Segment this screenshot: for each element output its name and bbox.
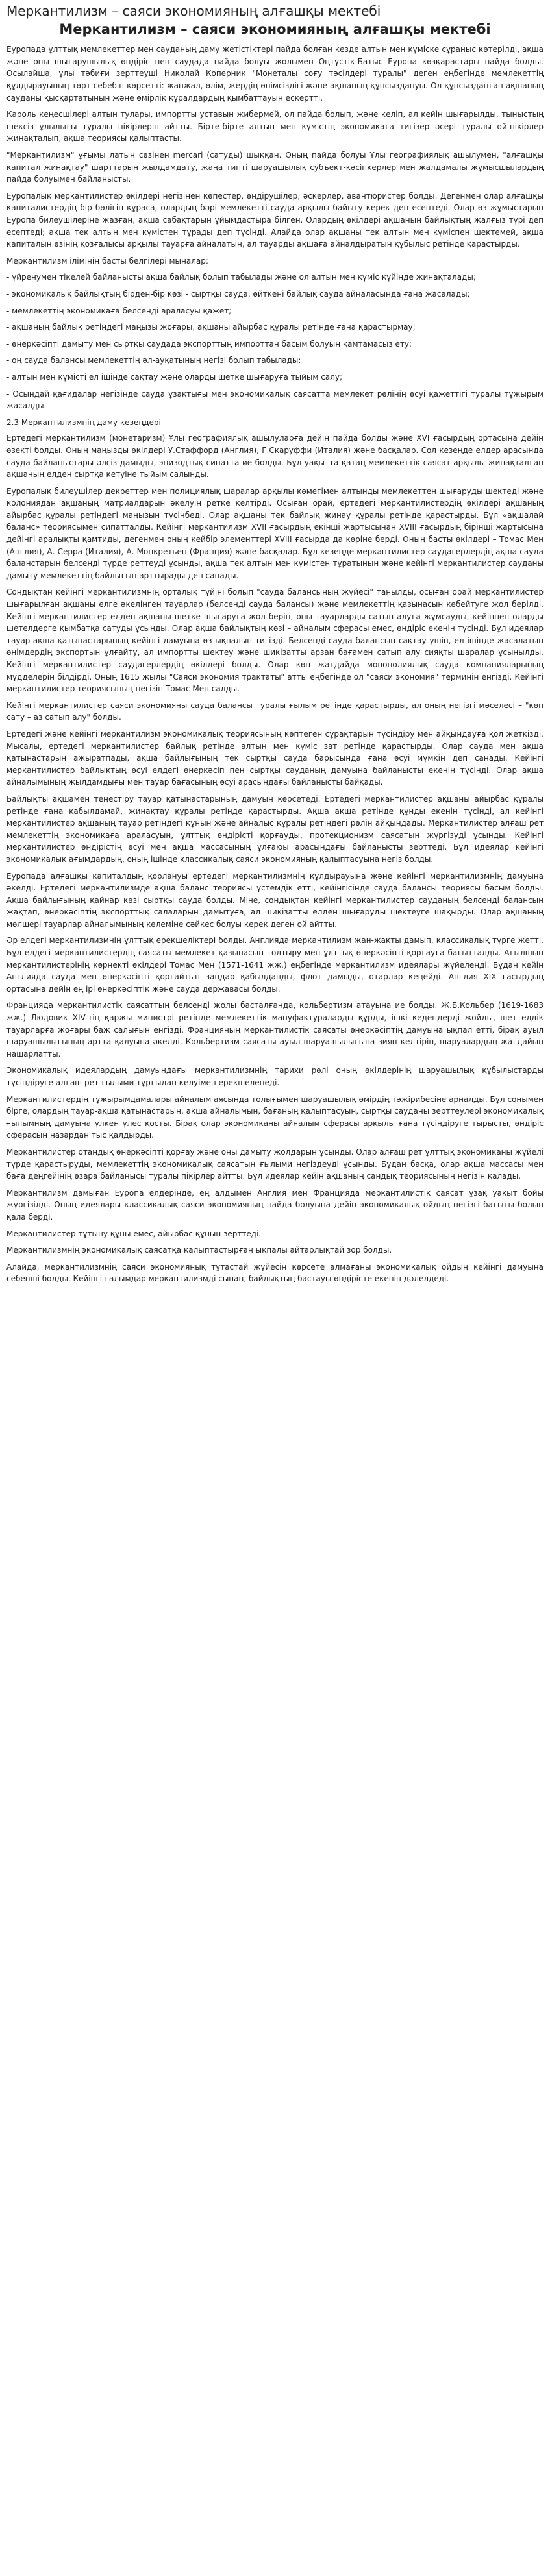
paragraph: Меркантилизмнің экономикалық саясатқа қалыптастырған ықпалы айтарлықтай зор болды.	[6, 1245, 392, 1255]
document-title: Меркантилизм – саяси экономияның алғашқы мектебі	[59, 21, 491, 37]
section-heading: 2.3 Меркантилизмнің даму кезеңдері	[6, 417, 161, 427]
paragraph: "Меркантилизм" ұғымы латын сөзінен mercari (сатуды) шыққан. Оның пайда болуы Ұлы географиялық ашылумен, "алғашқы капитал жинақтау" шарттарын жылдамдату, жаңа типті шаруашылық субъект-кәсіпкерлер мен жалдамалы жұмысшылардың пайда болуымен байланысты.	[6, 151, 544, 184]
paragraph: Алайда, меркантилизмнің саяси экономиянық тұтастай жүйесін көрсете алмағаны экономикалық ойдың кейінгі дамуына себепші болды. Кейінгі ғалымдар меркантилизмді сынап, байлықтың бастауы өндірісте екенін дәлелдеді.	[6, 1262, 544, 1284]
paragraph: Әр елдегі меркантилизмнің ұлттық ерекшеліктері болды. Англияда меркантилизм жан-жақты дамып, классикалық түрге жетті. Бұл елдегі меркантилистердің саясаты мемлекет қазынасын толтыру мен ұлттық өнеркәсіпті қорғауға бағытталды. Ағылшын меркантилистерінің көрнекті өкілдері Томас Мен (1571-1641 жж.) еңбегінде меркантилизм идеялары жүйеленді. Бұдан кейін Англияда сауда мен өнеркәсіпті қорғайтын заңдар қабылданды, флот дамыды, отарлар кеңейді. Англия XIX ғасырдың ортасына дейін ең ірі өнеркәсіптік және сауда державасы болды.	[6, 936, 544, 994]
paragraph: Еуропалық меркантилистер өкілдері негізінен көпестер, өндірушілер, әскерлер, авантюристер болды. Дегенмен олар алғашқы капиталистердің бір бөлігін құраса, олардың бәрі мемлекетті сауда арқылы байыту керек деп есептеді. Олар өз жұмыстарын Еуропа билеушілеріне жазған, ақша сабақтарын ұйымдастыра білген. Олардың өкілдері ақшаның байлықтың жалғыз түрі деп есептеді; ақша тек алтын мен күмістен тұрады деп түсінді. Алайда олар ақшаны тек алтын мен күміспен шектемей, ақша капиталын өзінің қозғалысы арқылы тауарға айналатын, ал тауарды ақшаға айналдыратын құбылыс ретінде қарастырды.	[6, 191, 544, 249]
paragraph: Меркантилистер тұтыну құны емес, айырбас құнын зерттеді.	[6, 1229, 262, 1238]
paragraph: Меркантилистер отандық өнеркәсіпті қорғау және оны дамыту жолдарын ұсынды. Олар алғаш рет ұлттық экономиканы жүйелі түрде қарастыруды, мемлекеттің экономикалық саясатын ғылыми негіздеуді ұсынды. Бұдан басқа, олар ақша массасы мен баға деңгейінің өзара байланысы туралы пікірлер айтты. Бұл идеялар кейін ақшаның сандық теориясының негізін қалады.	[6, 1147, 544, 1181]
list-item: - Осындай қағидалар негізінде сауда ұзақтығы мен экономикалық саясатта мемлекет рөлінің өсуі қажеттігі туралы тұжырым жасалды.	[6, 389, 544, 411]
paragraph: Ертедегі меркантилизм (монетаризм) Ұлы географиялық ашылуларға дейін пайда болды және XVI ғасырдың ортасына дейін өзекті болды. Оның маңызды өкілдері У.Стаффорд (Англия), Г.Скаруффи (Италия) және басқалар. Сол кезеңде елдер арасында сауда байланыстары әлсіз дамыды, эпизодтық сипатта ие болды. Бұл уақытта қатаң мемлекеттік саясат арқылы жинақталған ақшаның елден сыртқа кетуіне тыйым салынды.	[6, 434, 544, 480]
list-item: - оң сауда балансы мемлекеттің әл-ауқатының негізі болып табылады;	[6, 356, 301, 365]
paragraph: Еуропада алғашқы капиталдың қорлануы ертедегі меркантилизмнің құлдырауына және кейінгі меркантилизмнің дамуына әкелді. Ертедегі меркантилизмде ақша баланс теориясы үстемдік етті, кейінгісінде сауда балансы теориясы басым болды. Ақша байлығының қайнар көзі сыртқы сауда болды. Міне, сондықтан кейінгі меркантилистер сауданың белсенді балансын жақтап, өнеркәсіптің экспорттық салаларын дамытуға, ал шикізатты елден шығаруды шектеуге шақырды. Олар ақшаның мөлшері тауарлар айналымының көлеміне сәйкес болуы керек деген ой айтты.	[6, 871, 544, 929]
list-item: - үйренумен тікелей байланысты ақша байлық болып табылады және ол алтын мен күміс күйінде жинақталады;	[6, 273, 476, 282]
paragraph: Францияда меркантилистік саясаттың белсенді жолы басталғанда, кольбертизм атауына ие болды. Ж.Б.Кольбер (1619-1683 жж.) Людовик XIV-тің қаржы министрі ретінде мемлекеттік мануфактураларды құрды, ішкі кедендерді жойды, шет елдік тауарларға жоғары баж салығын енгізді. Францияның меркантилистік саясаты өнеркәсіптің дамуына ықпал етті, бірақ ауыл шаруашылығының артта қалуына әкелді. Кольбертизм саясаты ауыл шаруашылығына зиян келтіріп, шаруалардың жағдайын нашарлатты.	[6, 1001, 544, 1059]
paragraph: Экономикалық идеялардың дамуындағы меркантилизмнің тарихи рөлі оның өкілдерінің шаруашылық құбылыстарды түсіндіруге алғаш рет ғылыми тұрғыдан келуімен ерекшеленеді.	[6, 1066, 544, 1088]
paragraph: Меркантилистердің тұжырымдамалары айналым аясында толығымен шаруашылық өмірдің тәжірибесіне арналды. Бұл сонымен бірге, олардың тауар-ақша қатынастарын, ақша айналымын, бағаның қалыптасуын, сыртқы сауданы зерттеулері экономикалық ғылымның дамуына үлкен үлес қосты. Бірақ олар экономиканы айналым сферасы арқылы ғана түсіндіруге тырысты, өндіріс сферасын назардан тыс қалдырды.	[6, 1094, 544, 1140]
list-item: - мемлекеттің экономикаға белсенді араласуы қажет;	[6, 306, 232, 315]
intro-section	[6, 43, 544, 411]
paragraph: Сондықтан кейінгі меркантилизмнің орталық түйіні болып "сауда балансының жүйесі" танылды, осыған орай меркантилистер шығарылған ақшаны елге әкелінген тауарлар (белсенді сауда балансы) және мемлекеттің қазынасын көбейтуге жол берілді. Кейінгі меркантилистер елден ақшаны шетке шығаруға жол беріп, оны тауарларды сатып алуға жұмсауды, кейіннен оларды шетелдерге қымбатқа сатуды ұсынды. Олар ақша байлықтың көзі – айналым сферасы емес, өндіріс екенін түсінді. Бұл идеялар тауар-ақша қатынастарының кейінгі дамуына өз ықпалын тигізді. Белсенді сауда балансын сақтау үшін, ел ішінде жасалатын өнімдердің экспортын ұлғайту, ал импортты шектеу және шикізатты арзан бағамен сатып алу сияқты шаралар ұсынылды. Кейінгі меркантилистер саудагерлердің өкілдері болды. Олар көп жағдайда монополиялық сауда компанияларының мүдделерін білдірді. Оның 1615 жылы "Саяси экономия трактаты" атты еңбегінде ол "саяси экономия" терминін енгізді. Кейінгі меркантилистер теориясының негізін Томас Мен салды.	[6, 587, 544, 694]
list-item: - экономикалық байлықтың бірден-бір көзі - сыртқы сауда, өйткені байлық сауда айналасында ғана жасалады;	[6, 289, 470, 299]
paragraph: Кейінгі меркантилистер саяси экономияны сауда балансы туралы ғылым ретінде қарастырды, ал оның негізгі мәселесі – "көп сату – аз сатып алу" болды.	[6, 700, 544, 722]
paragraph: Кароль кеңесшілері алтын тулары, импортты уставын жибермей, ол пайда болып, және келіп, ал кейін шығарылды, тыныстың шексіз ұлылығы туралы пікірлерін айтты. Бірте-бірте алтын мен күмістің экономикаға тигізер әсері туралы ой-пікірлер жинақталып, ақша теориясы қалыптасты.	[6, 110, 544, 143]
paragraph: Ертедегі және кейінгі меркантилизм экономикалық теориясының көптеген сұрақтарын түсіндіру мен айқындауға қол жеткізді. Мысалы, ертедегі меркантилистер байлық ретінде алтын мен күміс зат ретінде қарастырды. Олар сауда мен ақша қатынастарын ажыратпады, ақша байлығының тек сыртқы сауда барысында ғана өсуі мүмкін деп санады. Кейінгі меркантилистер байлықтың өсуі елдегі өнеркәсіп пен сыртқы сауданың дамуына байланысты екенін түсінді. Олар ақша айналымының жылдамдығы мен тауар бағасының өсуі арасындағы байланысты байқады.	[6, 729, 544, 787]
list-item: - өнеркәсіпті дамыту мен сыртқы саудада экспорттың импорттан басым болуын қамтамасыз ету;	[6, 339, 412, 349]
list-item: - ақшаның байлық ретіндегі маңызы жоғары, ақшаны айырбас құралы ретінде ғана қарастырмау;	[6, 323, 416, 332]
paragraph: Байлықты ақшамен теңестіру тауар қатынастарының дамуын көрсетеді. Ертедегі меркантилистер ақшаны айырбас құралы ретінде ғана қабылдамай, жинақтау құралы ретінде қарастырды. Ақша ақша ретінде құнды екенін түсінді, ал кейінгі меркантилистер ақшаның тауар ретіндегі құнын және айналыс құралы ретіндегі рөлін айқындады. Меркантилистер алғаш рет мемлекеттің экономикаға араласуын, ұлттық өндірісті қорғауды, протекционизм саясатын жүргізуді ұсынды. Кейінгі меркантилистер өндірістің өсуі мен ақша массасының ұлғаюы арасындағы байланысты зерттеді. Бұл идеялар кейінгі экономикалық ағымдардың, оның ішінде классикалық саяси экономияның қалыптасуына негіз болды.	[6, 794, 544, 864]
paragraph: Меркантилизм ілімінің басты белгілері мыналар:	[6, 256, 208, 265]
paragraph: Еуропалық билеушілер декреттер мен полициялық шаралар арқылы көмегімен алтынды мемлекеттен шығаруды шектеді және колониядан ақшаның матриалдарын әкелуін ретке келтірді. Осыған орай, ертедегі меркантилистердің өкілдері ақшаның айырбас құралы ретіндегі маңызын түсінбеді. Олар ақшаны тек байлық жинау құралы ретінде қарастырды. Бұл «ақшалай баланс» теориясымен сипатталды. Кейінгі меркантилизм XVII ғасырдың екінші жартысынан XVIII ғасырдың бірінші жартысына дейінгі аралықты қамтиды, дегенмен оның кейбір элементтері XVIII ғасырда да көріне берді. Оның басты өкілдері – Томас Мен (Англия), А. Серра (Италия), А. Монкретьен (Франция) және басқалар. Бұл кезеңде меркантилистер саудагерлердің ақша сауда баланстарын белсенді түрде реттеуді ұсынды, ақша тек алтын мен күмістен тұратынын және кейінгі меркантилистер сауданы дамыту мемлекеттің байлығын арттырады деп санады.	[6, 486, 544, 580]
paragraph: Меркантилизм дамыған Еуропа елдерінде, ең алдымен Англия мен Францияда меркантилистік саясат ұзақ уақыт бойы жүргізілді. Оның идеялары классикалық саяси экономияның пайда болуына дейін экономикалық ойдың негізгі бағыты болып қала берді.	[6, 1188, 544, 1221]
page-header-title: Меркантилизм – саяси экономияның алғашқы мектебі	[6, 3, 381, 19]
paragraph: Еуропада ұлттық мемлекеттер мен сауданың даму жетістіктері пайда болған кезде алтын мен күміске сұраныс көтерілді, ақша және оны шығарушылық өндіріс пен саудада пайда болуы жолымен Оңтүстік-Батыс Еуропа көзқарастары пайда болды. Осылайша, ұлы тәбиғи зерттеуші Николай Коперник "Монеталы соғу тәсілдері туралы" деген еңбегінде мемлекеттің құлдырауының төрт себебін көрсетті: жанжал, өлім, жердің өнімсіздігі және ақшаның құнсыздануы. Ол құнсызданған ақшаның сауданы қысқартатынын және өмірлік құралдардың қымбаттауын ескертті.	[6, 45, 544, 103]
section-development-stages	[6, 417, 544, 1285]
list-item: - алтын мен күмісті ел ішінде сақтау және оларды шетке шығаруға тыйым салу;	[6, 372, 343, 382]
